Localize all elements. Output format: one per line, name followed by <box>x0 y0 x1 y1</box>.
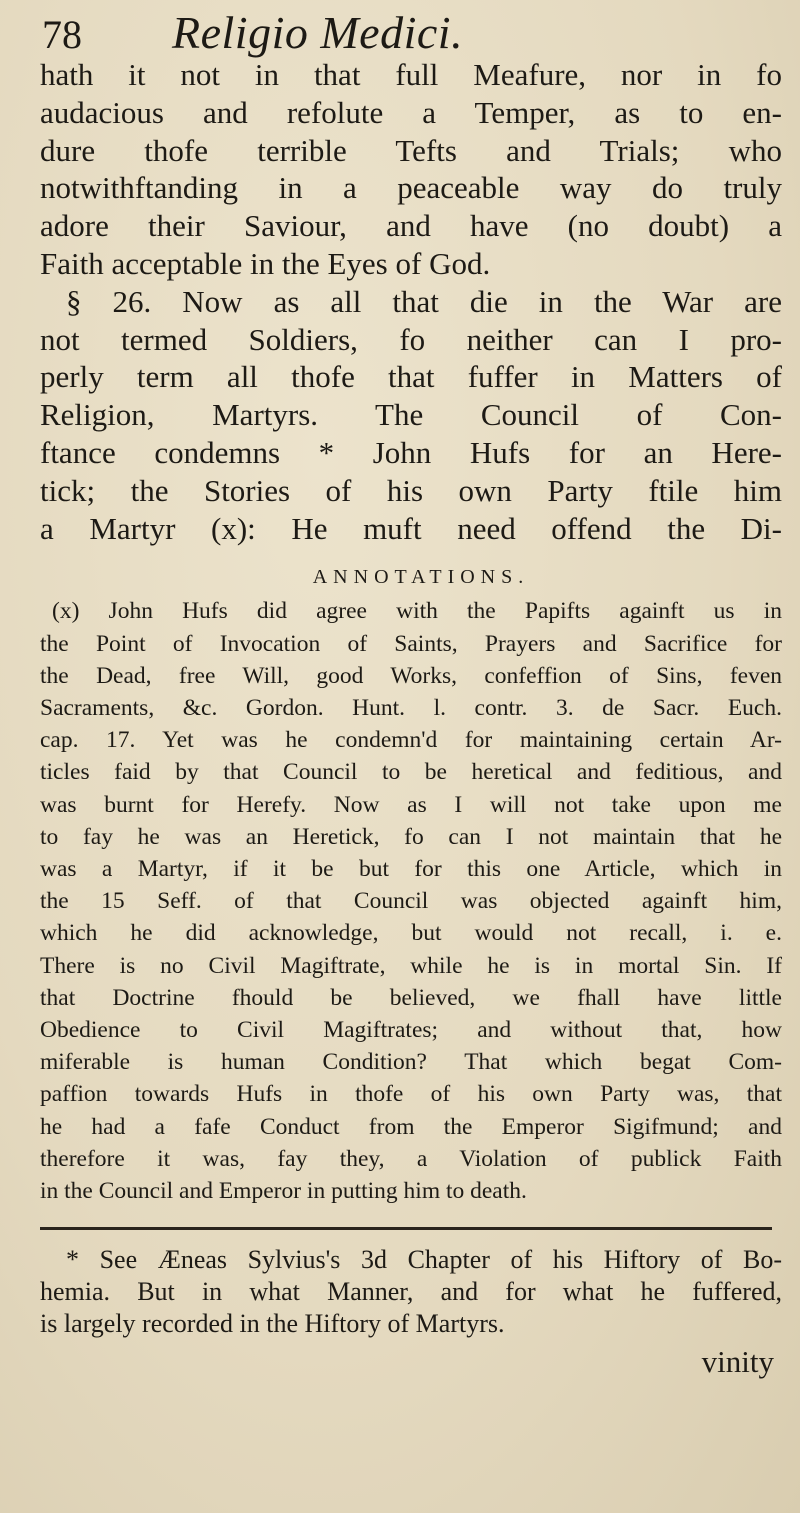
page-header <box>40 6 782 58</box>
page-number: 78 <box>42 12 82 57</box>
body-line: Faith acceptable in the Eyes of God. <box>40 245 491 281</box>
annotations-heading: ANNOTATIONS. <box>312 566 530 589</box>
annotation-line: paffion towards Hufs in thofe of his own Party was, that <box>40 1081 782 1108</box>
body-line: ftance condemns * John Hufs for an Here- <box>40 434 782 470</box>
annotation-line: cap. 17. Yet was he condemn'd for maintaining certain Ar- <box>40 727 782 754</box>
body-line: perly term all thofe that fuffer in Matters of <box>40 359 782 395</box>
annotation-line: the Dead, free Will, good Works, confeffion of Sins, feven <box>40 662 782 689</box>
body-line: hath it not in that full Meafure, nor in fo <box>40 57 782 92</box>
annotation-line: was burnt for Herefy. Now as I will not take upon me <box>40 791 782 818</box>
annotation-line: There is no Civil Magiftrate, while he is in mortal Sin. If <box>40 952 782 979</box>
running-title: Religio Medici. <box>172 7 464 58</box>
annotation-line: miferable is human Condition? That which begat Com- <box>40 1049 782 1076</box>
annotation-line: he had a fafe Conduct from the Emperor Sigifmund; and <box>40 1113 782 1140</box>
annotation-line: the 15 Seff. of that Council was objected againft him, <box>40 888 782 915</box>
annotation-line: which he did acknowledge, but would not recall, i. e. <box>40 920 782 947</box>
body-line: dure thofe terrible Tefts and Trials; who <box>40 132 782 168</box>
body-line: a Martyr (x): He muft need offend the Di- <box>40 510 782 546</box>
body-line: not termed Soldiers, fo neither can I pro- <box>40 321 782 357</box>
annotation-line: Obedience to Civil Magiftrates; and without that, how <box>40 1017 782 1043</box>
footnote-block <box>40 1244 782 1340</box>
annotation-line: ticles faid by that Council to be heretical and feditious, and <box>40 759 782 786</box>
body-line: adore their Saviour, and have (no doubt) a <box>40 208 782 244</box>
catchword: vinity <box>701 1344 774 1380</box>
annotations-block <box>40 595 782 1207</box>
annotation-line: was a Martyr, if it be but for this one Article, which in <box>40 855 782 882</box>
footnote-line: hemia. But in what Manner, and for what he fuffered, <box>40 1277 782 1307</box>
annotation-line: (x) John Hufs did agree with the Papifts againft us in <box>52 598 782 625</box>
body-line: audacious and refolute a Temper, as to en- <box>40 94 782 130</box>
annotation-line: the Point of Invocation of Saints, Prayers and Sacrifice for <box>40 630 782 657</box>
body-line: tick; the Stories of his own Party ftile him <box>40 472 782 508</box>
footnote-line: is largely recorded in the Hiftory of Martyrs. <box>40 1309 505 1339</box>
section-26-start: § 26. Now as all that die in the War are <box>66 283 782 319</box>
footnote-divider <box>40 1227 772 1230</box>
body-line: notwithftanding in a peaceable way do truly <box>40 170 782 206</box>
annotation-line: to fay he was an Heretick, fo can I not maintain that he <box>40 823 782 850</box>
annotation-line: therefore it was, fay they, a Violation of publick Faith <box>40 1145 782 1172</box>
annotation-line: Sacraments, &c. Gordon. Hunt. l. contr. 3. de Sacr. Euch. <box>40 694 782 721</box>
annotation-line: that Doctrine fhould be believed, we fhall have little <box>40 984 782 1011</box>
body-line: Religion, Martyrs. The Council of Con- <box>40 397 782 433</box>
main-text <box>40 56 782 547</box>
annotation-line: in the Council and Emperor in putting him to death. <box>40 1178 527 1205</box>
footnote-line: * See Æneas Sylvius's 3d Chapter of his Hiftory of Bo- <box>66 1245 782 1275</box>
